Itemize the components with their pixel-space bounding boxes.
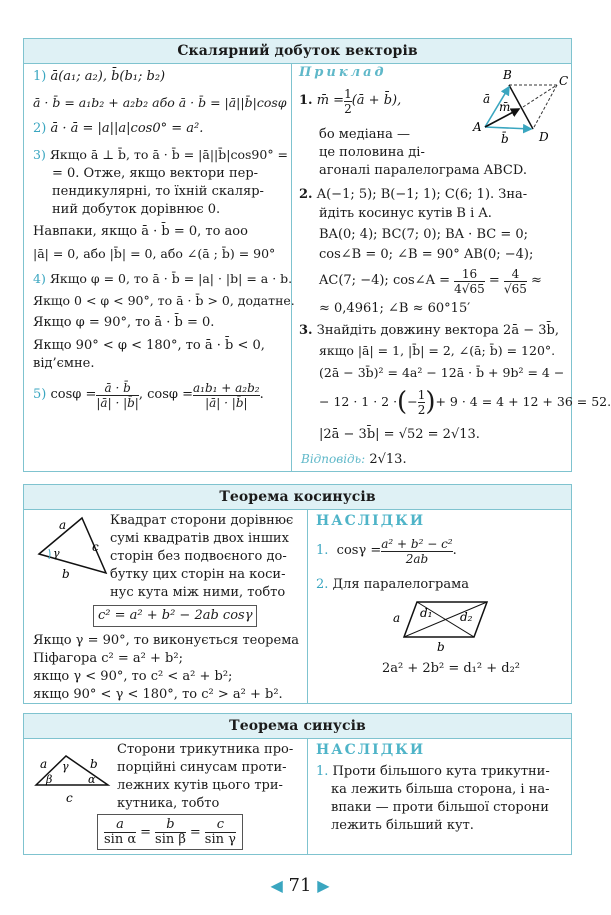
line [33, 271, 292, 287]
cosine-law-formula: c² = a² + b² − 2ab cosγ [93, 605, 257, 627]
denominator: |ā| · |b̄| [96, 395, 139, 410]
line: cos∠B = 0; ∠B = 90° AB(0; −4); [319, 247, 534, 262]
text: Для паралелограма [332, 577, 469, 592]
label-gamma: γ [62, 760, 69, 773]
fraction [344, 87, 352, 116]
answer-label: Відповідь: [301, 452, 366, 466]
item-number: 2) [33, 121, 47, 136]
consequences-title: НАСЛІДКИ [316, 513, 426, 529]
item-number: 2. [316, 577, 329, 592]
fraction [205, 818, 236, 847]
line: Сторони трикутника про- [117, 742, 294, 757]
item-number: 5) [33, 387, 47, 402]
numerator: b [166, 816, 175, 832]
equals: = [189, 824, 201, 840]
page-footer [0, 875, 600, 896]
page-number: 71 [288, 875, 312, 896]
section-law-of-cosines [23, 484, 572, 704]
denominator: 2ab [381, 551, 452, 566]
text: , cosφ = [138, 387, 194, 402]
section-dot-product [23, 38, 611, 472]
label-vector-b: b̄ [501, 132, 509, 146]
line: сумі квадратів двох інших [110, 531, 289, 546]
fraction [418, 388, 426, 417]
triangle-right-icon: ▶ [317, 876, 330, 895]
line: Якщо 90° < φ < 180°, то ā · b̄ < 0, [33, 338, 265, 353]
denominator: |ā| · |b̄| [193, 395, 260, 410]
line [319, 383, 611, 421]
paren-close: ) [425, 387, 436, 417]
consequences-title: НАСЛІДКИ [316, 742, 426, 758]
triangle-left-icon: ◀ [270, 876, 283, 895]
label-d2: d₂ [460, 610, 473, 624]
text: − 12 · 1 · 2 · [319, 394, 398, 409]
label-a-point: A [473, 120, 482, 134]
line: Піфагора c² = a² + b²; [33, 651, 183, 666]
label-b: b [62, 567, 70, 581]
column-divider [291, 63, 292, 471]
line: = 0. Отже, якщо вектори пер- [52, 166, 259, 181]
text: . [452, 543, 457, 558]
line: |ā| = 0, або |b̄| = 0, або ∠(ā ; b̄) = 90° [33, 246, 276, 261]
line: йдіть косинус кутів B і A. [319, 206, 492, 221]
cos-formula-line [33, 375, 264, 415]
line: від’ємне. [33, 356, 95, 371]
numerator: ā · b̄ [104, 380, 131, 395]
line: BA(0; 4); BC(7; 0); BA · BC = 0; [319, 227, 528, 242]
line: Якщо γ = 90°, то виконується теорема [33, 633, 300, 648]
numerator: 4 [511, 266, 520, 281]
item-number: 2. [299, 187, 313, 202]
fraction [454, 267, 485, 296]
left-column [33, 63, 295, 463]
text: (ā + b̄), [351, 93, 402, 108]
vector-b [485, 127, 531, 129]
line: сторін без подвоєного до- [110, 549, 287, 564]
label-c-point: C [559, 74, 569, 88]
example-caption: Приклад [299, 65, 387, 80]
fraction [96, 381, 138, 410]
text: = [488, 273, 500, 288]
text: AC(7; −4); cos∠A = [319, 273, 451, 288]
denominator: sin α [104, 831, 137, 847]
label-b: b [90, 757, 98, 771]
line: лежних кутів цього три- [117, 778, 283, 793]
line: якщо γ < 90°, то c² < a² + b²; [33, 669, 233, 684]
line: лежить більший кут. [331, 818, 474, 833]
label-b: b [437, 640, 445, 654]
dashed-cd [533, 85, 557, 129]
line: це половина ді- [319, 145, 425, 160]
line [299, 83, 401, 119]
text: Якщо φ = 0, то ā · b̄ = |a| · |b| = a · b. [49, 271, 293, 286]
denominator: √65 [503, 281, 527, 296]
fraction [193, 381, 260, 410]
line [33, 147, 288, 163]
text: + 9 · 4 = 4 + 12 + 36 = 52. [435, 394, 611, 409]
parallelogram-figure [392, 597, 492, 655]
line: ≈ 0,4961; ∠B ≈ 60°15′ [319, 301, 471, 316]
line: ка лежить більша сторона, і на- [331, 782, 550, 797]
line: порційні синусам проти- [117, 760, 287, 775]
denominator: 2 [417, 402, 426, 417]
section-law-of-sines [23, 713, 572, 855]
numerator: a² + b² − c² [381, 536, 453, 551]
text: Якщо ā ⊥ b̄, то ā · b̄ = |ā||b̄|cos90° = [49, 147, 289, 162]
numerator: c [216, 816, 224, 832]
label-beta: β [46, 773, 53, 786]
right-column [299, 63, 611, 468]
numerator: 1 [344, 86, 352, 101]
line: ā · b̄ = a₁b₂ + a₂b₂ або ā · b̄ = |ā||b̄|cosφ [33, 95, 287, 110]
parallelogram-formula: 2a² + 2b² = d₁² + d₂² [382, 661, 520, 676]
line [299, 187, 527, 203]
answer-value: 2√13. [369, 452, 407, 467]
text: m̄ = [316, 93, 345, 108]
denominator: 4√65 [454, 281, 485, 296]
text: Проти більшого кута трикутни- [332, 764, 550, 779]
line: кутника, тобто [117, 796, 220, 811]
equals: = [140, 824, 152, 840]
label-gamma: γ [53, 547, 60, 560]
text: A(−1; 5); B(−1; 1); C(6; 1). Зна- [316, 187, 528, 202]
label-b-point: B [503, 68, 512, 82]
numerator: a₁b₁ + a₂b₂ [193, 380, 260, 395]
label-a: a [40, 757, 48, 771]
line: пендикулярні, то їхній скаляр- [52, 184, 264, 199]
numerator: 16 [461, 266, 478, 281]
denominator: 2 [344, 101, 352, 116]
text: − [407, 394, 418, 409]
line: Якщо φ = 90°, то ā · b̄ = 0. [33, 315, 215, 330]
line: бо медіана — [319, 127, 411, 142]
line: нус кута між ними, тобто [110, 585, 286, 600]
paren-open: ( [397, 387, 408, 417]
line: якщо 90° < γ < 180°, то c² > a² + b². [33, 687, 283, 702]
fraction [104, 818, 136, 847]
line: |2ā − 3b̄| = √52 = 2√13. [319, 427, 480, 442]
item-number: 4) [33, 271, 46, 286]
line [316, 764, 550, 780]
denominator: sin γ [204, 831, 236, 847]
numerator: a [116, 816, 124, 832]
line [299, 323, 559, 339]
line [33, 69, 165, 85]
fraction [155, 818, 186, 847]
line [316, 533, 457, 569]
dashed-diagonal [523, 85, 557, 107]
item-number: 1. [316, 543, 329, 558]
section-title: Теорема синусів [24, 714, 571, 739]
line: (2ā − 3b̄)² = 4a² − 12ā · b̄ + 9b² = 4 − [319, 365, 565, 380]
section-title: Скалярний добуток векторів [24, 39, 571, 64]
line: якщо |ā| = 1, |b̄| = 2, ∠(ā; b̄) = 120°. [319, 343, 556, 358]
line: Якщо 0 < φ < 90°, то ā · b̄ > 0, додатне. [33, 293, 295, 308]
item-number: 1. [299, 93, 313, 108]
line: бутку цих сторін на коси- [110, 567, 286, 582]
line: Квадрат сторони дорівнює [110, 513, 294, 528]
label-vector-a: ā [483, 92, 491, 106]
text: cosφ = [50, 387, 97, 402]
text: ≈ [530, 273, 542, 288]
label-c: c [92, 540, 99, 554]
line [319, 263, 542, 299]
line: Навпаки, якщо ā · b̄ = 0, то аоо [33, 224, 248, 239]
label-alpha: α [88, 773, 96, 786]
line [316, 577, 469, 593]
line: впаки — проти більшої сторони [331, 800, 549, 815]
fraction [504, 267, 527, 296]
line: ний добуток дорівнює 0. [52, 202, 221, 217]
label-vector-m: m̄ [499, 100, 511, 114]
item-number: 1) [33, 69, 47, 84]
text: ā · ā = |a||a|cos0° = a². [50, 121, 204, 136]
parallelogram-vector-figure [449, 67, 567, 147]
line: агоналі паралелограма ABCD. [319, 163, 527, 178]
item-number: 3) [33, 147, 46, 162]
item-number: 1. [316, 764, 329, 779]
text: Знайдіть довжину вектора 2ā − 3b̄, [316, 323, 559, 338]
label-a: a [59, 518, 67, 532]
label-a: a [393, 611, 401, 625]
section-title: Теорема косинусів [24, 485, 571, 510]
label-c: c [66, 791, 73, 805]
text: cosγ = [336, 543, 382, 558]
fraction [381, 537, 452, 566]
numerator: 1 [417, 387, 426, 402]
line [33, 121, 203, 137]
column-divider [307, 738, 308, 854]
label-d-point: D [539, 130, 549, 144]
text: . [259, 387, 264, 402]
sine-law-formula [97, 814, 243, 850]
column-divider [307, 509, 308, 703]
text: ā(a₁; a₂), b̄(b₁; b₂) [50, 69, 166, 84]
denominator: sin β [155, 831, 186, 847]
label-d1: d₁ [420, 606, 433, 620]
triangle-figure [32, 513, 112, 583]
item-number: 3. [299, 323, 313, 338]
answer-line [301, 451, 407, 468]
side-bd [509, 85, 533, 129]
